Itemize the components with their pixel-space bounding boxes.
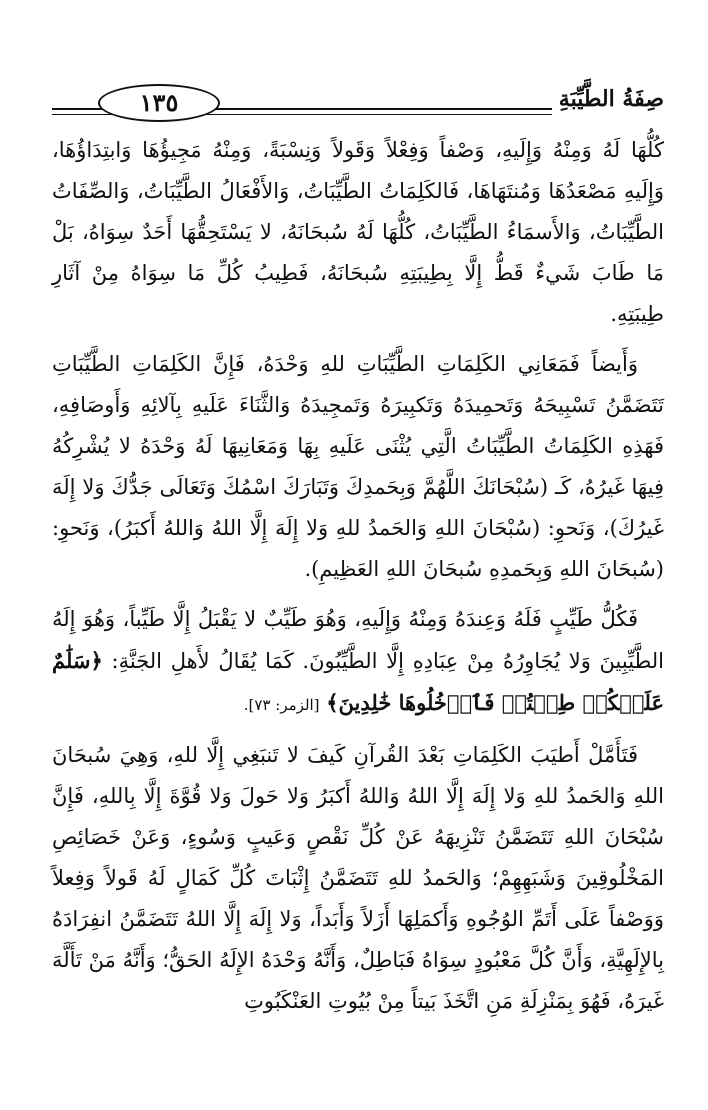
quran-verse: ﴿سَلَٰمٌ عَلَيۡكُمۡ طِبۡتُمۡ فَٱدۡخُلُوهَا خَٰلِدِينَ﴾ (52, 648, 664, 715)
paragraph-3-text: فَكُلُّ طَيِّبٍ فَلَهُ وَعِندَهُ وَمِنْهُ وَإِلَيهِ، وَهُوَ طَيِّبٌ لا يَقْبَلُ إِلَّا طَيِّباً، وَهُوَ إِلَهُ الطَّيِّبِينَ وَلا يُجَاوِرُهُ مِنْ عِبَادِهِ إِلَّا الطَّيِّبُونَ. كَمَا يُقَالُ لأَهلِ الجَنَّةِ: (52, 607, 664, 673)
page-header (52, 78, 664, 126)
page-number: ١٣٥ (98, 84, 220, 122)
paragraph-4: فَتَأَمَّلْ أَطيَبَ الكَلِمَاتِ بَعْدَ القُرآنِ كَيفَ لا تَنبَغِي إِلَّا للهِ، وَهِيَ سُبحَانَ اللهِ وَالحَمدُ للهِ وَلا إِلَهَ إِلَّا اللهُ وَاللهُ أَكبَرُ وَلا حَولَ وَلا قُوَّةَ إِلَّا بِاللهِ، فَإِنَّ سُبْحَانَ اللهِ تَتَضَمَّنُ تَنْزِيهَهُ عَنْ كُلِّ نَقْصٍ وَعَيبٍ وَسُوءٍ، وَعَنْ خَصَائِصِ المَخْلُوقِينَ وَشَبَهِهِمْ؛ وَالحَمدُ للهِ تَتَضَمَّنُ إِثْبَاتَ كُلِّ كَمَالٍ لَهُ قَولاً وَفِعلاً وَوَصْفاً عَلَى أَتَمِّ الوُجُوهِ وَأَكمَلِهَا أَزَلاً وَأَبَداً، وَلا إِلَهَ إِلَّا اللهُ تَتَضَمَّنُ انفِرَادَهُ بِالإِلَهِيَّةِ، وَأَنَّ كُلَّ مَعْبُودٍ سِوَاهُ فَبَاطِلٌ، وَأَنَّهُ وَحْدَهُ الإِلَهُ الحَقُّ؛ وَأَنَّهُ مَنْ تَأَلَّهَ غَيرَهُ، فَهُوَ بِمَنْزِلَةِ مَنِ اتَّخَذَ بَيتاً مِنْ بُيُوتِ العَنْكَبُوتِ (52, 743, 664, 1013)
paragraph-3 (52, 599, 664, 726)
verse-citation: [الزمر: ٧٣]. (243, 696, 320, 714)
paragraph-1: كُلُّهَا لَهُ وَمِنْهُ وَإِلَيهِ، وَصْفاً وَفِعْلاً وَقَولاً وَنِسْبَةً، وَمِنْهُ مَجِيؤُهَا وَابتِدَاؤُهَا، وَإِلَيهِ مَصْعَدُهَا وَمُنتَهَاهَا، فَالكَلِمَاتُ الطَّيِّبَاتُ، وَالأَفْعَالُ الطَّيِّبَاتُ، وَالصِّفَاتُ الطَّيِّبَاتُ، وَالأَسمَاءُ الطَّيِّبَاتُ، كُلُّهَا لَهُ سُبحَانَهُ، لا يَسْتَحِقُّهَا أَحَدٌ سِوَاهُ، بَلْ مَا طَابَ شَيءٌ قَطُّ إِلَّا بِطِيبَتِهِ سُبحَانَهُ، فَطِيبُ كُلِّ مَا سِوَاهُ مِنْ آثَارِ طِيبَتِهِ. (52, 138, 664, 326)
body-text (52, 130, 664, 1022)
running-title: صِفَةُ الطَّيِّبَةِ (558, 86, 664, 112)
paragraph-2: وَأَيضاً فَمَعَانِي الكَلِمَاتِ الطَّيِّبَاتِ للهِ وَحْدَهُ، فَإِنَّ الكَلِمَاتِ الطَّيِّبَاتِ تَتَضَمَّنُ تَسْبِيحَهُ وَتَحمِيدَهُ وَتَكبِيرَهُ وَتَمجِيدَهُ وَالثَّنَاءَ عَلَيهِ بِآلائِهِ وَأَوصَافِهِ، فَهَذِهِ الكَلِمَاتُ الطَّيِّبَاتُ الَّتِي يُثْنَى عَلَيهِ بِهَا وَمَعَانِيهَا لَهُ وَحْدَهُ لا يُشْرِكُهُ فِيهَا غَيرُهُ، كَـ (سُبْحَانَكَ اللَّهُمَّ وَبِحَمدِكَ وَتَبَارَكَ اسْمُكَ وَتَعَالَى جَدُّكَ وَلا إِلَهَ غَيرُكَ)، وَنَحوِ: (سُبْحَانَ اللهِ وَالحَمدُ للهِ وَلا إِلَهَ إِلَّا اللهُ وَاللهُ أَكبَرُ)، وَنَحوِ: (سُبحَانَ اللهِ وَبِحَمدِهِ سُبحَانَ اللهِ العَظِيمِ). (52, 352, 664, 581)
